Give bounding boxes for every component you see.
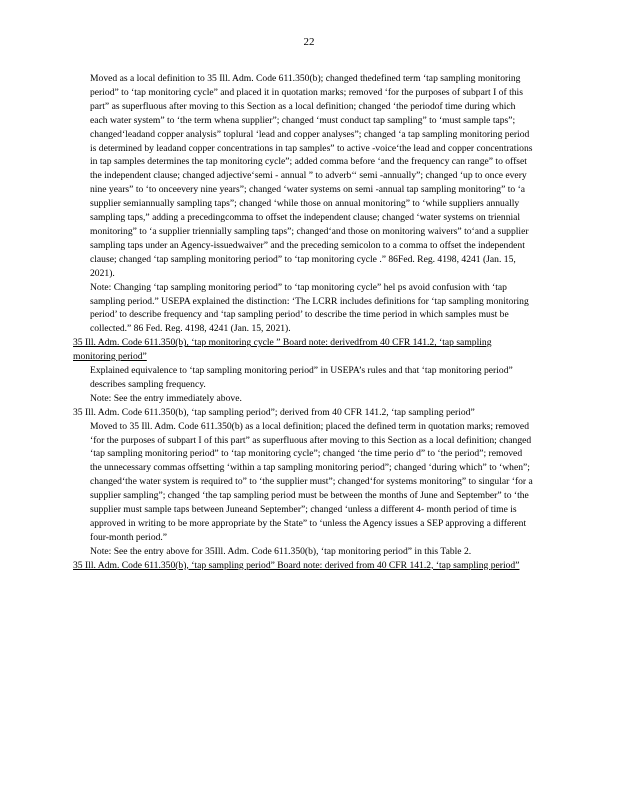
entry-2-body bbox=[90, 364, 533, 406]
entry-4-heading: 35 Ill. Adm. Code 611.350(b), ‘tap sampling period” Board note: derived from 40 CFR 141.2, ‘tap sampling period” bbox=[73, 559, 520, 571]
entry-1-body bbox=[90, 72, 533, 336]
entry-1-text: Moved as a local definition to 35 Ill. Adm. Code 611.350(b); changed thedefined term ‘tap sampling monitoring period” to ‘tap monitoring cycle” and placed it in quotation marks; removed ‘for the purposes of subpart I of this part” as superfluous after moving to this Section as a local definition; changed ‘the periodof time during which each water system” to ‘the term whena supplier”; changed ‘must conduct tap sampling” to ‘must sample taps”; changed‘leadand copper analysis” toplural ‘lead and copper analyses”; changed ‘a tap sampling monitoring period is determined by leadand copper concentrations in tap samples” to active -voice‘the lead and copper concentrations in tap samples determines the tap monitoring cycle”; added comma before ‘and the frequency can range” to offset the independent clause; changed adjective‘semi - annual ” to adverb‘‘ semi -annually”; changed ‘up to once every nine years” to ‘to onceevery nine years”; changed ‘water systems on semi -annual tap sampling monitoring” to ‘a supplier semiannually sampling taps”; changed ‘while those on annual monitoring” to ‘while suppliers annually sampling taps,” adding a precedingcomma to offset the independent clause; changed ‘water systems on triennial monitoring” to ‘a supplier triennially sampling taps”; changed‘and those on monitoring waivers” to‘and a supplier sampling taps under an Agency-issuedwaiver” and the preceding semicolon to a comma to offset the independent clause; changed ‘tap sampling monitoring period” to ‘tap monitoring cycle .” 86Fed. Reg. 4198, 4241 (Jan. 15, 2021). bbox=[90, 73, 533, 279]
entry-1-note: Note: Changing ‘tap sampling monitoring period” to ‘tap monitoring cycle” hel ps avoid confusion with ‘tap sampling period.” USEPA explained the distinction: ‘The LCRR includes definitions for ‘tap sampling monitoring period’ to describe frequency and ‘tap sampling period’ to describe the time period in which samples must be collected.” 86 Fed. Reg. 4198, 4241 (Jan. 15, 2021). bbox=[90, 281, 529, 335]
entry-2 bbox=[73, 336, 533, 406]
entry-3-note: Note: See the entry above for 35Ill. Adm. Code 611.350(b), ‘tap monitoring period” in this Table 2. bbox=[90, 545, 472, 557]
page-content bbox=[73, 72, 533, 573]
entry-3-body bbox=[90, 420, 533, 559]
entry-3 bbox=[73, 406, 533, 559]
entry-2-heading: 35 Ill. Adm. Code 611.350(b), ‘tap monitoring cycle ” Board note: derivedfrom 40 CFR 141.2, ‘tap sampling monitoring period” bbox=[73, 337, 492, 363]
entry-4 bbox=[73, 559, 533, 573]
entry-2-text: Explained equivalence to ‘tap sampling monitoring period” in USEPA’s rules and that ‘tap monitoring period” describes sampling frequency. bbox=[90, 365, 513, 390]
page-number: 22 bbox=[303, 36, 315, 48]
entry-2-note: Note: See the entry immediately above. bbox=[90, 392, 242, 404]
entry-3-text: Moved to 35 Ill. Adm. Code 611.350(b) as a local definition; placed the defined term in quotation marks; removed ‘for the purposes of subpart I of this part” as superfluous after moving to this Section as a local definition; changed ‘tap sampling monitoring period” to ‘tap monitoring cycle”; changed ‘the time perio d” to ‘the period”; removed the unnecessary commas offsetting ‘within a tap sampling monitoring period”; changed ‘during which” to ‘when”; changed‘the water system is required to” to ‘the supplier must”; changed‘for systems monitoring” to singular ‘for a supplier sampling”; changed ‘the tap sampling period must be between the months of June and September” to ‘the supplier must sample taps between Juneand September”; changed ‘unless a different 4- month period of time is approved in writing to be more appropriate by the State” to ‘unless the Agency issues a SEP approving a different four-month period.” bbox=[90, 420, 533, 543]
entry-3-heading: 35 Ill. Adm. Code 611.350(b), ‘tap sampling period”; derived from 40 CFR 141.2, ‘tap sampling period” bbox=[73, 406, 475, 418]
